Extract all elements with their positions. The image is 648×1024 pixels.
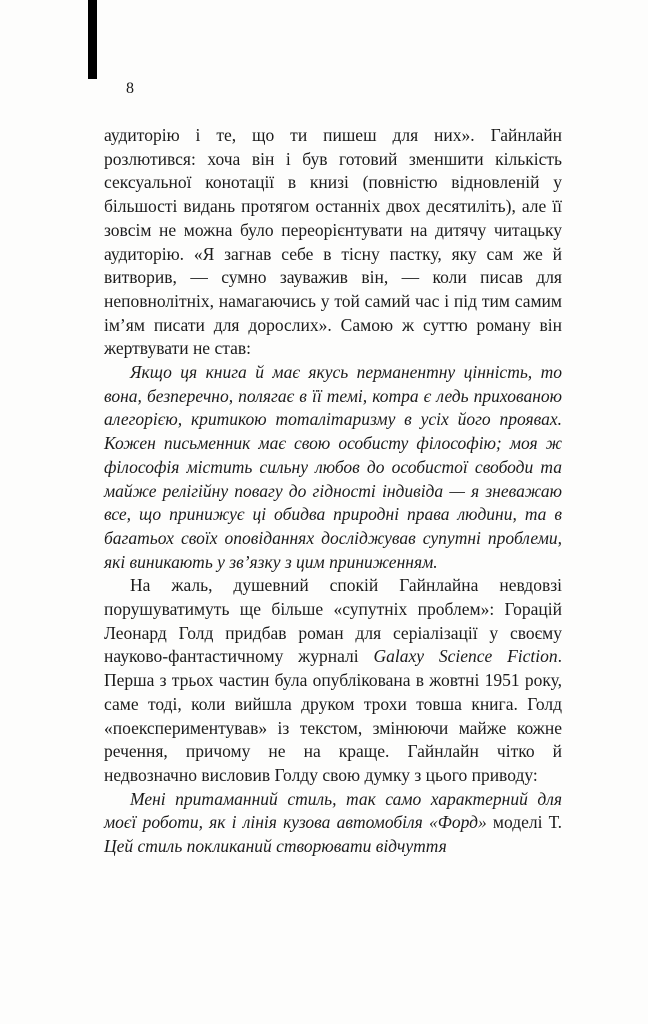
italic-text-segment: Мені притаманний стиль, так само характерний для моєї роботи, як і лінія кузова автомобіля «Форд» (104, 788, 562, 833)
spine-mark-bar (88, 0, 97, 79)
italic-text-segment: Якщо ця книга й має якусь перманентну цінність, то вона, безперечно, полягає в її темі, котра є ледь прихованою алегорією, критикою тоталітаризму в усіх його проявах. Кожен письменник має свою особисту філософію; моя ж філософія містить сильну любов до особистої свободи та майже релігійну повагу до гідності індивіда — я зневажаю все, що принижує ці обидва природні права людини, та в багатьох своїх оповіданнях досліджував супутні проблеми, які виникають у зв’язку з цим приниженням. (104, 362, 562, 572)
text-segment: аудиторію і те, що ти пишеш для них». Гайнлайн розлютився: хоча він і був готовий зменшити кількість сексуальної конотації в книзі (повністю відновленій у більшості видань протягом останніх двох десятиліть), але її зовсім не можна було переорієнтувати на дитячу читацьку аудиторію. «Я загнав себе в тісну пастку, яку сам же й витворив, — сумно зауважив він, — коли писав для неповнолітніх, намагаючись у той самий час і під тим самим ім’ям писати для дорослих». Самою ж суттю роману він жертвувати не став: (104, 125, 562, 359)
text-segment: На жаль, душевний спокій Гайнлайна невдовзі порушуватимуть ще більше «супутніх проблем»: Горацій Леонард Голд придбав роман для серіалізації у своєму науково-фантастичному журналі (104, 575, 562, 667)
text-segment: . Перша з трьох частин була опублікована в жовтні 1951 року, саме тоді, коли вийшла друком трохи товша книга. Голд «поекспериментував» із текстом, змінюючи майже кожне речення, причому не на краще. Гайнлайн чітко й недвозначно висловив Голду свою думку з цього приводу: (104, 646, 563, 785)
text-segment: моделі Т. (492, 812, 562, 833)
italic-text-segment: Цей стиль покликаний створювати відчуття (104, 836, 447, 857)
body-paragraph (104, 124, 562, 361)
italic-text-segment: Galaxy Science Fiction (373, 646, 558, 667)
quote-paragraph (104, 361, 562, 574)
page-text-block (104, 124, 562, 859)
page-number: 8 (126, 80, 135, 97)
quote-paragraph (104, 788, 562, 859)
body-paragraph (104, 574, 562, 787)
